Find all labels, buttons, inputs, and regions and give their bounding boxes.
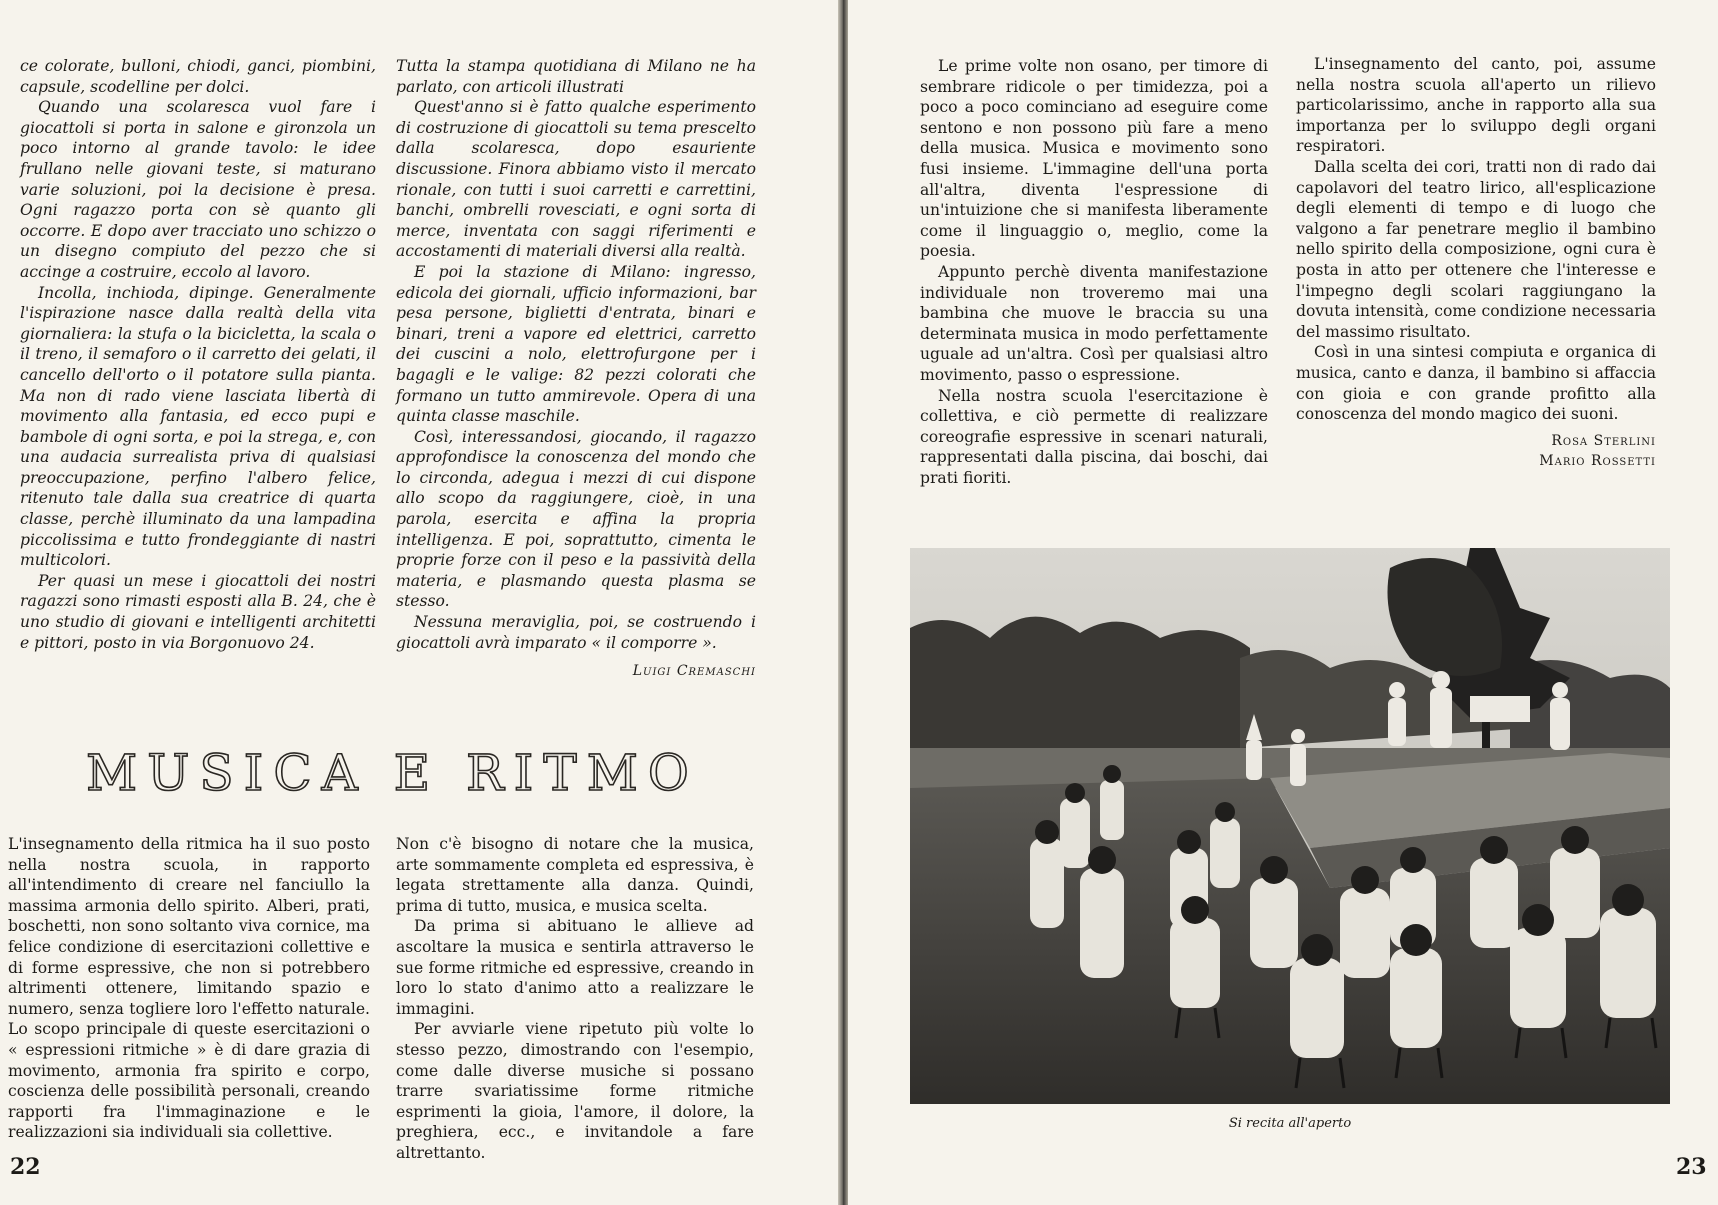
- paragraph: Quest'anno si è fatto qualche esperimento di costruzione di giocattoli su tema prescelto dalla scolaresca, dopo esauriente discussione. Finora abbiamo visto il mercato rionale, con tutti i suoi carretti e carrettini, banchi, ombrelli rovesciati, e ogni sorta di merce, inventata con saggi riferimenti e accostamenti di materiali diversi alla realtà.: [396, 98, 756, 261]
- author-signature: Luigi Cremaschi: [632, 663, 756, 680]
- paragraph: Dalla scelta dei cori, tratti non di rado dai capolavori del teatro lirico, all'esplicazione degli elementi di tempo e di luogo che valgono a far penetrare meglio il bambino nello spirito della composizione, ogni cura è posta in atto per ottenere che l'interesse e l'impegno degli scolari raggiungano la dovuta intensità, come condizione necessaria del massimo risultato.: [1296, 157, 1656, 341]
- book-gutter: [838, 0, 848, 1205]
- paragraph: Così in una sintesi compiuta e organica di musica, canto e danza, il bambino si affaccia con gioia e con grande profitto alla conoscenza del mondo magico dei suoni.: [1296, 343, 1656, 424]
- article-column-5: [920, 56, 1268, 488]
- author-signature: Mario Rossetti: [1539, 452, 1656, 469]
- paragraph: Per avviarle viene ripetuto più volte lo stesso pezzo, dimostrando con l'esempio, come dalle diverse musiche si possano trarre svariatissime forme ritmiche esprimenti la gioia, l'amore, il dolore, la preghiera, ecc., e invitandole a fare altrettanto.: [396, 1020, 754, 1162]
- article-column-1: [20, 56, 376, 653]
- paragraph: Nessuna meraviglia, poi, se costruendo i giocattoli avrà imparato « il comporre ».: [396, 613, 756, 652]
- section-title: MUSICA E RITMO: [86, 744, 699, 802]
- left-page: [0, 0, 838, 1205]
- page-number: 22: [10, 1154, 41, 1180]
- photo-illustration: [910, 548, 1670, 1104]
- photo-caption: Si recita all'aperto: [1228, 1116, 1352, 1131]
- paragraph: Quando una scolaresca vuol fare i giocattoli si porta in salone e gironzola un poco intorno al grande tavolo: le idee frullano nelle giovani teste, si maturano varie soluzioni, poi la decisione è presa. Ogni ragazzo porta con sè quanto gli occorre. E dopo aver tracciato uno schizzo o un disegno compiuto del pezzo che si accinge a costruire, eccolo al lavoro.: [20, 98, 376, 281]
- photo-outdoor-performance: [910, 548, 1670, 1104]
- paragraph: Da prima si abituano le allieve ad ascoltare la musica e sentirla attraverso le sue forme ritmiche ed espressive, creando in loro lo stato d'animo atto a realizzare le immagini.: [396, 917, 754, 1018]
- paragraph: L'insegnamento del canto, poi, assume nella nostra scuola all'aperto un rilievo particolarissimo, anche in rapporto alla sua importanza per lo sviluppo degli organi respiratori.: [1296, 55, 1656, 156]
- article-column-3: [8, 834, 370, 1143]
- paragraph: Incolla, inchioda, dipinge. Generalmente l'ispirazione nasce dalla realtà della vita giornaliera: la stufa o la bicicletta, la scala o il treno, il semaforo o il carretto dei gelati, il cancello dell'orto o il potatore sulla pianta. Ma non di rado viene lasciata libertà di movimento alla fantasia, ed ecco pupi e bambole di ogni sorta, e poi la strega, e, con una audacia surrealista priva di qualsiasi preoccupazione, perfino l'albero felice, ritenuto tale dalla sua creatrice di quarta classe, perchè illuminato da una lampadina piccolissima e tutto frondeggiante di nastri multicolori.: [20, 283, 376, 570]
- paragraph: Non c'è bisogno di notare che la musica, arte sommamente completa ed espressiva, è legata strettamente alla danza. Quindi, prima di tutto, musica, e musica scelta.: [396, 835, 754, 915]
- author-signature: Rosa Sterlini: [1551, 432, 1656, 449]
- paragraph: Per quasi un mese i giocattoli dei nostri ragazzi sono rimasti esposti alla B. 24, che è uno studio di giovani e intelligenti architetti e pittori, posto in via Borgonuovo 24.: [20, 571, 376, 652]
- paragraph: Le prime volte non osano, per timore di sembrare ridicole o per timidezza, poi a poco a poco cominciano ad eseguire come sentono e non possono più fare a meno della musica. Musica e movimento sono fusi insieme. L'immagine dell'una porta all'altra, diventa l'espressione di un'intuizione che si manifesta liberamente come il linguaggio o, meglio, come la poesia.: [920, 57, 1268, 261]
- page-number: 23: [1676, 1154, 1707, 1180]
- paragraph: E poi la stazione di Milano: ingresso, edicola dei giornali, ufficio informazioni, bar pesa persone, biglietti d'entrata, binari e binari, treni a vapore ed elettrici, carretto dei cuscini a nolo, elettrofurgone per i bagagli e le valige: 82 pezzi colorati che formano un tutto ammirevole. Opera di una quinta classe maschile.: [396, 262, 756, 426]
- article-column-6: [1296, 54, 1656, 471]
- paragraph: L'insegnamento della ritmica ha il suo posto nella nostra scuola, in rapporto all'intendimento di creare nel fanciullo la massima armonia dello spirito. Alberi, prati, boschetti, non sono soltanto viva cornice, ma felice condizione di esercitazioni collettive e di forme espressive, che non si potrebbero altrimenti ottenere, limitando spazio e numero, senza togliere loro l'effetto naturale. Lo scopo principale di queste esercitazioni o « espressioni ritmiche » è di dare grazia di movimento, armonia fra spirito e corpo, coscienza delle possibilità personali, creando rapporti fra l'immaginazione e le realizzazioni sia individuali sia collettive.: [8, 835, 370, 1142]
- article-column-4: [396, 834, 754, 1164]
- article-column-2: [396, 56, 756, 682]
- paragraph: Appunto perchè diventa manifestazione individuale non troveremo mai una bambina che muove le braccia su una determinata musica in modo perfettamente uguale ad un'altra. Così per qualsiasi altro movimento, passo o espressione.: [920, 262, 1268, 384]
- paragraph: Nella nostra scuola l'esercitazione è collettiva, e ciò permette di realizzare coreografie espressive in scenari naturali, rappresentati dalla piscina, dai boschi, dai prati fioriti.: [920, 386, 1268, 487]
- paragraph: ce colorate, bulloni, chiodi, ganci, piombini, capsule, scodelline per dolci.: [20, 57, 376, 96]
- paragraph: Tutta la stampa quotidiana di Milano ne ha parlato, con articoli illustrati: [396, 57, 756, 96]
- paragraph: Così, interessandosi, giocando, il ragazzo approfondisce la conoscenza del mondo che lo circonda, adegua i mezzi di cui dispone allo scopo da raggiungere, cioè, in una parola, esercita e affina la propria intelligenza. E poi, soprattutto, cimenta le proprie forze con il peso e la passività della materia, e plasmando questa plasma se stesso.: [396, 427, 756, 611]
